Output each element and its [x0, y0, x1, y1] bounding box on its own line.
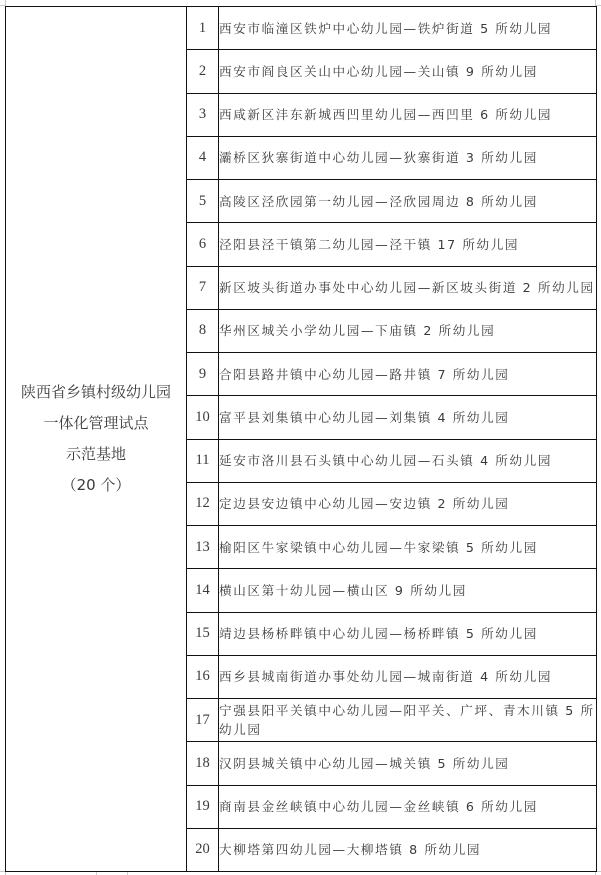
kindergarten-name: 商南县金丝峡镇中心幼儿园—金丝峡镇 6 所幼儿园	[219, 785, 597, 828]
category-title-line-3: 示范基地	[65, 445, 126, 463]
category-title-line-1: 陕西省乡镇村级幼儿园	[20, 383, 171, 401]
row-number: 12	[187, 482, 219, 525]
kindergarten-name: 大柳塔第四幼儿园—大柳塔镇 8 所幼儿园	[219, 828, 597, 871]
table-row	[6, 7, 597, 50]
row-number: 8	[187, 309, 219, 352]
category-count: （20 个）	[61, 476, 131, 494]
kindergarten-name: 宁强县阳平关镇中心幼儿园—阳平关、广坪、青木川镇 5 所幼儿园	[219, 699, 597, 742]
kindergarten-name: 华州区城关小学幼儿园—下庙镇 2 所幼儿园	[219, 309, 597, 352]
kindergarten-name: 合阳县路井镇中心幼儿园—路井镇 7 所幼儿园	[219, 353, 597, 396]
kindergarten-name: 新区坡头街道办事处中心幼儿园—新区坡头街道 2 所幼儿园	[219, 266, 597, 309]
row-number: 20	[187, 828, 219, 871]
row-number: 2	[187, 50, 219, 93]
row-number: 6	[187, 223, 219, 266]
pilot-base-table	[5, 6, 597, 872]
row-number: 7	[187, 266, 219, 309]
kindergarten-name: 定边县安边镇中心幼儿园—安边镇 2 所幼儿园	[219, 482, 597, 525]
row-number: 1	[187, 7, 219, 50]
kindergarten-name: 榆阳区牛家梁镇中心幼儿园—牛家梁镇 5 所幼儿园	[219, 526, 597, 569]
row-number: 13	[187, 526, 219, 569]
kindergarten-name: 西乡县城南街道办事处幼儿园—城南街道 4 所幼儿园	[219, 655, 597, 698]
kindergarten-name: 高陵区泾欣园第一幼儿园—泾欣园周边 8 所幼儿园	[219, 180, 597, 223]
kindergarten-name: 西咸新区沣东新城西凹里幼儿园—西凹里 6 所幼儿园	[219, 93, 597, 136]
row-number: 17	[187, 699, 219, 742]
row-number: 10	[187, 396, 219, 439]
table-body	[6, 7, 597, 872]
kindergarten-name: 汉阴县城关镇中心幼儿园—城关镇 5 所幼儿园	[219, 742, 597, 785]
row-number: 19	[187, 785, 219, 828]
kindergarten-name: 灞桥区狄寨街道中心幼儿园—狄寨街道 3 所幼儿园	[219, 136, 597, 179]
row-number: 18	[187, 742, 219, 785]
kindergarten-name: 横山区第十幼儿园—横山区 9 所幼儿园	[219, 569, 597, 612]
category-cell	[6, 7, 187, 872]
category-title-line-2: 一体化管理试点	[43, 414, 149, 432]
row-number: 14	[187, 569, 219, 612]
row-number: 4	[187, 136, 219, 179]
row-number: 15	[187, 612, 219, 655]
row-number: 11	[187, 439, 219, 482]
row-number: 9	[187, 353, 219, 396]
kindergarten-name: 富平县刘集镇中心幼儿园—刘集镇 4 所幼儿园	[219, 396, 597, 439]
kindergarten-name: 泾阳县泾干镇第二幼儿园—泾干镇 17 所幼儿园	[219, 223, 597, 266]
kindergarten-name: 延安市洛川县石头镇中心幼儿园—石头镇 4 所幼儿园	[219, 439, 597, 482]
row-number: 5	[187, 180, 219, 223]
row-number: 16	[187, 655, 219, 698]
kindergarten-name: 靖边县杨桥畔镇中心幼儿园—杨桥畔镇 5 所幼儿园	[219, 612, 597, 655]
row-number: 3	[187, 93, 219, 136]
kindergarten-name: 西安市临潼区铁炉中心幼儿园—铁炉街道 5 所幼儿园	[219, 7, 597, 50]
kindergarten-name: 西安市阎良区关山中心幼儿园—关山镇 9 所幼儿园	[219, 50, 597, 93]
